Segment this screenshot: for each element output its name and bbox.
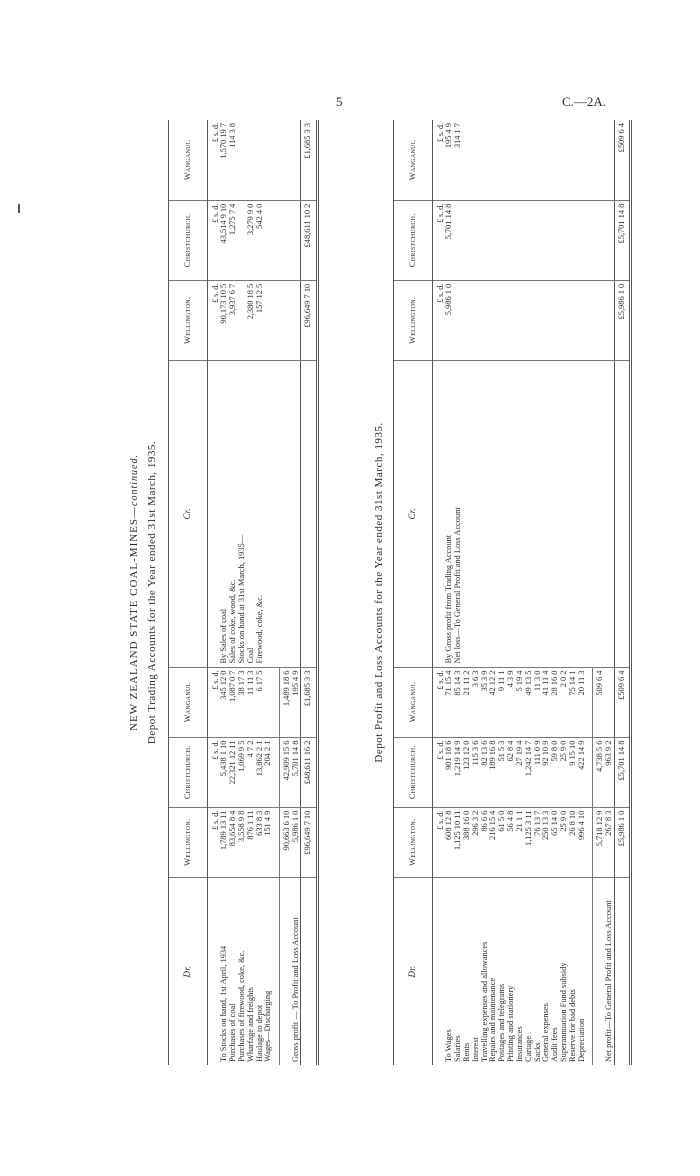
total-wellington: £5,986 1 0: [614, 807, 631, 877]
dr-wanganui-value: 42 12 2: [489, 667, 498, 737]
dr-wellington-value: 25 9 0: [560, 807, 569, 877]
total-christchurch: £48,611 16 2: [301, 737, 318, 807]
dr-wanganui-value: 5 19 4: [516, 667, 525, 737]
profit-label: Gross profit — To Profit and Loss Account: [290, 917, 300, 1062]
dr-wanganui-value: 4 3 9: [507, 667, 516, 737]
cr-wanganui-value: 195 4 9: [445, 120, 454, 200]
cr-item-label: Stocks on hand at 31st March, 1935—: [238, 360, 247, 667]
profit-label: Net profit—To General Profit and Loss Account: [603, 900, 613, 1062]
dr-item-label: Audit fees: [550, 1027, 560, 1062]
cr-total-christchurch: £5,701 14 8: [614, 200, 631, 280]
dr-christchurch-value: 1,242 14 7: [525, 737, 534, 807]
cr-item-label: By Gross profit from Trading Account: [445, 360, 454, 667]
cr-wellington-value: 3,937 6 7: [229, 280, 238, 360]
table-row: [534, 120, 543, 1065]
dr-wellington-value: 876 1 11: [247, 807, 256, 877]
dr-item-label: Salaries: [453, 1035, 463, 1062]
wanganui-header: Wanganui.: [394, 120, 433, 200]
christchurch-header: Christchurch.: [169, 737, 208, 807]
dr-christchurch-value: 5,438 1 10: [220, 737, 229, 807]
wellington-header: Wellington.: [394, 807, 433, 877]
cr-item-label: Sales of coke, wood, &c.: [229, 360, 238, 667]
dr-wanganui-value: 85 14 3: [454, 667, 463, 737]
dr-wellington-value: 151 4 9: [264, 807, 273, 877]
dr-item-label: Printing and stationery: [506, 985, 516, 1062]
table-row: [498, 120, 507, 1065]
subtotal-wanganui: 509 6 4: [592, 667, 604, 737]
profit-wanganui: [605, 667, 614, 737]
cr-wanganui-value: [238, 120, 247, 200]
main-heading-continued: continued.: [129, 454, 140, 506]
dr-wellington-value: 1,789 13 11: [220, 807, 229, 877]
cr-christchurch-value: [454, 200, 463, 280]
wanganui-header: Wanganui.: [169, 120, 208, 200]
dr-wellington-value: 3,558 9 8: [238, 807, 247, 877]
dr-wanganui-value: 71 15 4: [445, 667, 454, 737]
dr-item-label: Repairs and maintenance: [488, 977, 498, 1062]
dr-item-label: Purchases of coal: [228, 1003, 238, 1062]
cr-item-label: By Sales of coal: [220, 360, 229, 667]
dr-wanganui-value: 11 3 0: [534, 667, 543, 737]
dr-item-label: To Wages: [444, 1029, 454, 1062]
dr-item-label: Reserve for bad debts: [567, 989, 577, 1062]
dr-wanganui-value: 49 13 5: [525, 667, 534, 737]
cr-header: Cr.: [394, 360, 433, 667]
dr-item-label: Depreciation: [576, 1018, 586, 1062]
pl-title: Depot Profit and Loss Accounts for the Year ended 31st March, 1935.: [373, 422, 385, 763]
table-row: [454, 120, 463, 1065]
dr-wanganui-value: 35 3 9: [481, 667, 490, 737]
dr-wanganui-value: 2 0 2: [560, 667, 569, 737]
dr-wanganui-value: 345 12 0: [220, 667, 229, 737]
total-row: [614, 120, 631, 1065]
page-number: 5: [336, 94, 343, 109]
profit-wanganui: 195 4 9: [292, 667, 301, 737]
dr-christchurch-value: 1,219 14 9: [454, 737, 463, 807]
subtotal-wanganui: 1,489 18 6: [279, 667, 291, 737]
wellington-header: Wellington.: [394, 280, 433, 360]
dr-wellington-value: 633 8 3: [256, 807, 265, 877]
currency-unit-label: £ s. d.: [208, 737, 221, 807]
cr-item-label: Net loss—To General Profit and Loss Account: [454, 360, 463, 667]
dr-header: Dr.: [169, 877, 208, 1065]
dr-wellington-value: 1,125 10 11: [454, 807, 463, 877]
dr-item-label: Interest: [470, 1036, 480, 1062]
total-wellington: £96,649 7 10: [301, 807, 318, 877]
dr-christchurch-value: 51 5 3: [498, 737, 507, 807]
profit-loss-accounts-table: [393, 120, 632, 1065]
dr-wanganui-value: 11 11 3: [247, 667, 256, 737]
dr-wellington-value: 1,125 3 11: [525, 807, 534, 877]
dr-christchurch-value: 25 9 0: [560, 737, 569, 807]
currency-unit-label: £ s. d.: [208, 120, 221, 200]
dr-christchurch-value: 9 15 10: [569, 737, 578, 807]
table-row: [463, 120, 472, 1065]
cr-total-wellington: £96,649 7 10: [301, 280, 318, 360]
cr-header: Cr.: [169, 360, 208, 667]
dr-item-label: General expenses: [541, 1003, 551, 1062]
cr-wanganui-value: 314 1 7: [454, 120, 463, 200]
cr-total-christchurch: £48,611 10 2: [301, 200, 318, 280]
subtotal-christchurch: 42,909 15 6: [279, 737, 291, 807]
dr-wellington-value: 388 16 0: [463, 807, 472, 877]
table-row: [264, 120, 273, 1065]
total-wanganui: £509 6 4: [614, 667, 631, 737]
dr-item-label: Haulage to depot: [254, 1004, 264, 1062]
dr-wellington-value: 61 5 0: [498, 807, 507, 877]
dr-wellington-value: 76 13 7: [534, 807, 543, 877]
dr-item-label: Travelling expenses and allowances: [479, 941, 489, 1062]
total-row: [301, 120, 318, 1065]
currency-unit-label: £ s. d.: [433, 807, 446, 877]
table-row: [507, 120, 516, 1065]
christchurch-header: Christchurch.: [394, 200, 433, 280]
profit-row: [292, 120, 301, 1065]
table-row: [525, 120, 534, 1065]
total-wanganui: £1,685 3 3: [301, 667, 318, 737]
currency-unit-label: £ s. d.: [433, 667, 446, 737]
dr-wellington-value: 83,654 8 4: [229, 807, 238, 877]
dr-wellington-value: 608 12 8: [445, 807, 454, 877]
table-row: [569, 120, 578, 1065]
profit-wellington: 5,986 1 0: [292, 807, 301, 877]
dr-christchurch-value: 62 8 4: [507, 737, 516, 807]
total-christchurch: £5,701 14 8: [614, 737, 631, 807]
dr-christchurch-value: 27 19 4: [516, 737, 525, 807]
dr-header: Dr.: [394, 877, 433, 1065]
dr-item-label: Sacks: [532, 1042, 542, 1062]
cr-total-wellington: £5,986 1 0: [614, 280, 631, 360]
currency-unit-label: £ s. d.: [208, 807, 221, 877]
trading-title: Depot Trading Accounts for the Year ended 31st March, 1935.: [146, 440, 158, 745]
main-heading-text: NEW ZEALAND STATE COAL-MINES—: [128, 505, 140, 731]
cr-item-label: Coal: [247, 360, 256, 667]
dr-item-label: Wharfage and freights: [245, 987, 255, 1062]
cr-christchurch-value: 1,275 7 4: [229, 200, 238, 280]
subtotal-wellington: 5,718 12 9: [592, 807, 604, 877]
scan-speck: [18, 204, 20, 213]
wellington-header: Wellington.: [169, 807, 208, 877]
cr-total-wanganui: £509 6 4: [614, 120, 631, 200]
table-row: [481, 120, 490, 1065]
currency-unit-label: £ s. d.: [208, 280, 221, 360]
dr-christchurch-value: 13,862 2 1: [256, 737, 265, 807]
dr-christchurch-value: 123 12 0: [463, 737, 472, 807]
dr-christchurch-value: 901 18 6: [445, 737, 454, 807]
dr-christchurch-value: 92 10 9: [542, 737, 551, 807]
dr-wellington-value: 216 15 4: [489, 807, 498, 877]
table-row: [516, 120, 525, 1065]
dr-item-label: Wages—Discharging: [263, 990, 273, 1062]
dr-wellington-value: 86 6 6: [481, 807, 490, 877]
profit-christchurch: 963 9 2: [605, 737, 614, 807]
currency-unit-label: £ s. d.: [208, 667, 221, 737]
dr-item-label: Postages and telegrams: [497, 983, 507, 1062]
christchurch-header: Christchurch.: [169, 200, 208, 280]
dr-wanganui-value: 1,087 0 7: [229, 667, 238, 737]
dr-wellington-value: 296 3 2: [472, 807, 481, 877]
wanganui-header: Wanganui.: [394, 667, 433, 737]
dr-wanganui-value: 9 11 1: [498, 667, 507, 737]
table-row: [578, 120, 587, 1065]
cr-christchurch-value: 3,279 9 0: [247, 200, 256, 280]
trading-accounts-table: [168, 120, 319, 1065]
dr-christchurch-value: 111 0 9: [534, 737, 543, 807]
cr-wanganui-value: [256, 120, 265, 200]
wellington-header: Wellington.: [169, 280, 208, 360]
table-row: [238, 120, 247, 1065]
dr-christchurch-value: 1,069 9 5: [238, 737, 247, 807]
main-heading: [128, 120, 140, 1065]
dr-wanganui-value: 75 14 1: [569, 667, 578, 737]
table-row: [560, 120, 569, 1065]
profit-wellington: 267 8 3: [605, 807, 614, 877]
dr-wanganui-value: 3 6 3: [472, 667, 481, 737]
cr-wanganui-value: 114 3 8: [229, 120, 238, 200]
cr-wanganui-value: 1,570 19 7: [220, 120, 229, 200]
table-row: [256, 120, 265, 1065]
dr-item-label: Superannuation Fund subsidy: [558, 962, 568, 1062]
dr-wellington-value: 21 1 1: [516, 807, 525, 877]
dr-wellington-value: 996 4 10: [578, 807, 587, 877]
table-row: [551, 120, 560, 1065]
cr-item-label: Firewood, coke, &c.: [256, 360, 265, 667]
profit-row: [605, 120, 614, 1065]
dr-wanganui-value: 41 11 4: [542, 667, 551, 737]
cr-christchurch-value: 5,701 14 8: [445, 200, 454, 280]
dr-christchurch-value: 4 7 2: [247, 737, 256, 807]
dr-christchurch-value: 189 16 8: [489, 737, 498, 807]
dr-wanganui-value: 21 11 2: [463, 667, 472, 737]
profit-christchurch: 5,701 14 8: [292, 737, 301, 807]
currency-unit-label: £ s. d.: [433, 200, 446, 280]
dr-christchurch-value: 22,321 12 11: [229, 737, 238, 807]
dr-wellington-value: 26 8 10: [569, 807, 578, 877]
cr-total-wanganui: £1,685 3 3: [301, 120, 318, 200]
dr-wanganui-value: 6 17 5: [256, 667, 265, 737]
currency-unit-label: £ s. d.: [433, 120, 446, 200]
dr-christchurch-value: 82 13 6: [481, 737, 490, 807]
wanganui-header: Wanganui.: [169, 667, 208, 737]
document-reference: C.—2A.: [561, 94, 606, 109]
subtotal-christchurch: 4,738 5 6: [592, 737, 604, 807]
dr-item-label: Insurances: [514, 1026, 524, 1062]
dr-wellington-value: 250 13 3: [542, 807, 551, 877]
cr-wellington-value: 2,380 18 5: [247, 280, 256, 360]
cr-christchurch-value: 43,514 9 10: [220, 200, 229, 280]
table-row: [489, 120, 498, 1065]
christchurch-header: Christchurch.: [394, 737, 433, 807]
dr-item-label: Rents: [462, 1042, 472, 1062]
dr-christchurch-value: 204 2 1: [264, 737, 273, 807]
dr-christchurch-value: 422 14 9: [578, 737, 587, 807]
table-row: [472, 120, 481, 1065]
dr-wellington-value: 65 14 0: [551, 807, 560, 877]
table-row: [247, 120, 256, 1065]
dr-wanganui-value: [264, 667, 273, 737]
cr-wellington-value: [454, 280, 463, 360]
dr-item-label: Purchases of firewood, coke, &c.: [237, 950, 247, 1062]
dr-item-label: To Stocks on hand, 1st April, 1934: [219, 945, 229, 1062]
dr-wanganui-value: 38 17 3: [238, 667, 247, 737]
cr-wellington-value: 90,173 10 5: [220, 280, 229, 360]
dr-christchurch-value: 59 8 0: [551, 737, 560, 807]
dr-wanganui-value: 28 16 0: [551, 667, 560, 737]
table-row: [542, 120, 551, 1065]
currency-unit-label: £ s. d.: [208, 200, 221, 280]
cr-wellington-value: 157 12 5: [256, 280, 265, 360]
dr-item-label: Cartage: [523, 1035, 533, 1062]
subtotal-wellington: 90,663 6 10: [279, 807, 291, 877]
cr-wellington-value: 5,986 1 0: [445, 280, 454, 360]
dr-wanganui-value: 20 11 3: [578, 667, 587, 737]
cr-wanganui-value: [247, 120, 256, 200]
currency-unit-label: £ s. d.: [433, 737, 446, 807]
subtotal-row: [279, 120, 291, 1065]
dr-wellington-value: 56 4 8: [507, 807, 516, 877]
rotated-page-content: [120, 120, 626, 1065]
subtotal-row: [592, 120, 604, 1065]
cr-christchurch-value: 542 4 0: [256, 200, 265, 280]
dr-christchurch-value: 115 3 6: [472, 737, 481, 807]
currency-unit-label: £ s. d.: [433, 280, 446, 360]
